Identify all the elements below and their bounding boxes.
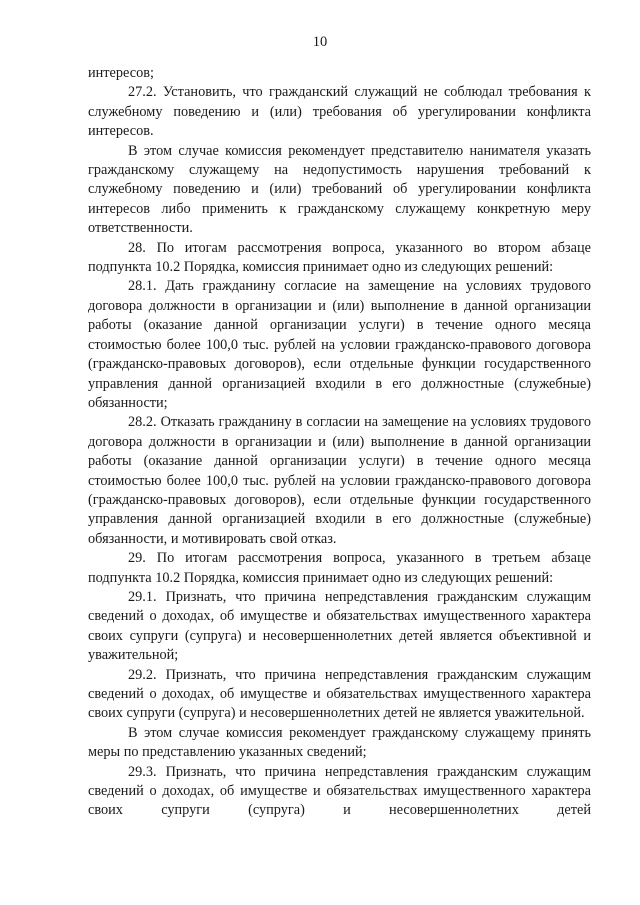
page-number: 10 xyxy=(312,34,328,50)
paragraph-29-3: 29.3. Признать, что причина непредставления гражданским служащим сведений о доходах, об имуществе и обязательствах имущественного характера своих супруги (супруга) и несовершеннолетних детей xyxy=(88,763,591,819)
paragraph-28-2: 28.2. Отказать гражданину в согласии на замещение на условиях трудового договора должности в организации и (или) выполнение в данной организации работы (оказание данной организации услуги) в течение одного месяца стоимостью более 100,0 тыс. рублей на условии гражданско-правового договора (гражданско-правовых договоров), если отдельные функции государственного управления данной организацией входили в его должностные (служебные) обязанности, и мотивировать свой отказ. xyxy=(88,414,591,547)
paragraph-28-1: 28.1. Дать гражданину согласие на замещение на условиях трудового договора должности в организации и (или) выполнение в данной организации работы (оказание данной организации услуги) в течение одного месяца стоимостью более 100,0 тыс. рублей на условии гражданско-правового договора (гражданско-правовых договоров), если отдельные функции государственного управления данной организацией входили в его должностные (служебные) обязанности; xyxy=(88,278,591,411)
document-body xyxy=(88,64,591,821)
paragraph-27-2-consequence: В этом случае комиссия рекомендует представителю нанимателя указать гражданскому служащему на недопустимость нарушения требований к служебному поведению и (или) требований об урегулировании конфликта интересов либо применить к гражданскому служащему конкретную меру ответственности. xyxy=(88,142,591,237)
paragraph-28: 28. По итогам рассмотрения вопроса, указанного во втором абзаце подпункта 10.2 Порядка, комиссия принимает одно из следующих решений: xyxy=(88,239,591,276)
paragraph-29-2-consequence: В этом случае комиссия рекомендует гражданскому служащему принять меры по представлению указанных сведений; xyxy=(88,724,591,761)
paragraph-29: 29. По итогам рассмотрения вопроса, указанного в третьем абзаце подпункта 10.2 Порядка, комиссия принимает одно из следующих решений: xyxy=(88,550,591,586)
paragraph-29-2: 29.2. Признать, что причина непредставления гражданским служащим сведений о доходах, об имуществе и обязательствах имущественного характера своих супруги (супруга) и несовершеннолетних детей не является уважительной. xyxy=(88,666,591,722)
paragraph-interests-end: интересов; xyxy=(88,65,154,81)
paragraph-29-1: 29.1. Признать, что причина непредставления гражданским служащим сведений о доходах, об имуществе и обязательствах имущественного характера своих супруги (супруга) и несовершеннолетних детей является объективной и уважительной; xyxy=(88,588,591,664)
paragraph-27-2: 27.2. Установить, что гражданский служащий не соблюдал требования к служебному поведению и (или) требования об урегулировании конфликта интересов. xyxy=(88,84,591,140)
